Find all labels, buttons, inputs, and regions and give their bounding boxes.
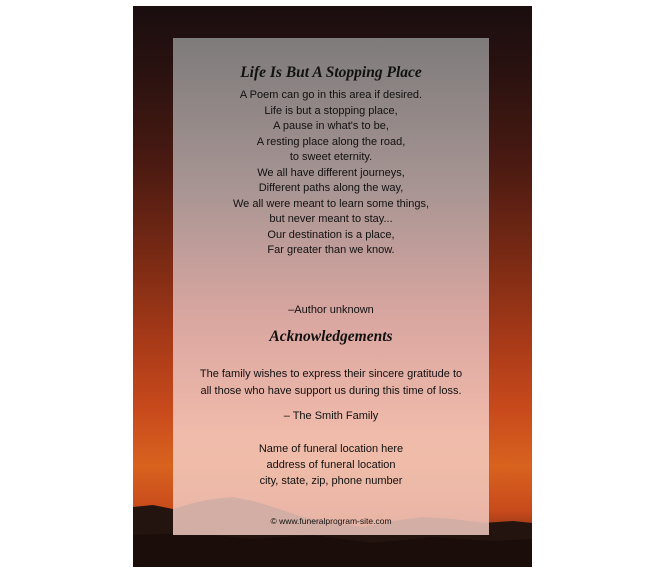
location-name: Name of funeral location here (258, 443, 404, 455)
poem-body (173, 88, 489, 259)
poem-line: but never meant to stay... (269, 213, 393, 225)
poem-line: Life is but a stopping place, (264, 104, 398, 117)
family-signature: – The Smith Family (283, 410, 379, 422)
funeral-location (173, 441, 489, 489)
acknowledgements-text (173, 366, 489, 399)
poem-author: –Author unknown (288, 304, 374, 316)
poem-line: to sweet eternity. (289, 151, 373, 163)
poem-line: We all have different journeys, (257, 166, 405, 179)
location-city-state: city, state, zip, phone number (259, 475, 403, 487)
text-panel (173, 38, 489, 535)
poem-line: A Poem can go in this area if desired. (239, 89, 423, 101)
poem-title: Life Is But A Stopping Place (240, 64, 422, 81)
poem-line: Far greater than we know. (267, 244, 395, 256)
program-back-page (133, 6, 532, 567)
acknowledgements-line: The family wishes to express their sincere gratitude to (199, 368, 463, 380)
poem-line: Different paths along the way, (258, 182, 404, 194)
acknowledgements-line: all those who have support us during this time of loss. (200, 384, 462, 397)
poem-line: Our destination is a place, (267, 228, 395, 241)
poem-line: We all were meant to learn some things, (232, 197, 430, 210)
poem-line: A pause in what's to be, (273, 120, 389, 132)
poem-line: A resting place along the road, (256, 135, 406, 148)
location-address: address of funeral location (266, 459, 396, 471)
acknowledgements-title: Acknowledgements (269, 328, 393, 345)
copyright-notice: © www.funeralprogram-site.com (270, 516, 392, 526)
